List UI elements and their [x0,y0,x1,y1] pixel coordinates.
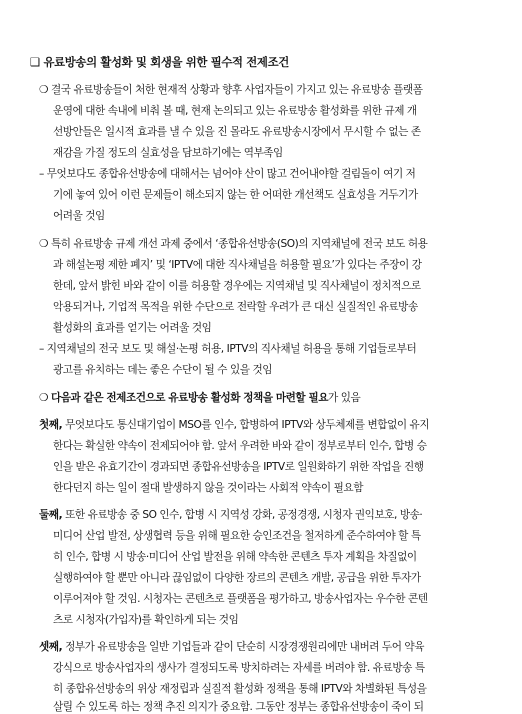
paragraph-line: 살릴 수 있도록 하는 정책 추진 의지가 중요함. 그동안 정부는 종합유선방송이 죽이 되 [53,701,424,713]
circle-bullet: ❍ [39,392,49,404]
paragraph-line: 운영에 대한 속내에 비춰 볼 때, 현재 논의되고 있는 유료방송 활성화를 위한 규제 개 [53,105,417,117]
marker-first: 첫째, [39,419,63,431]
paragraph-line: 실행하여야 할 뿐만 아니라 끊임없이 다양한 장르의 콘텐츠 개발, 공급을 위한 투자가 [53,572,421,584]
bullet-heading [39,391,360,405]
paragraph-line: – 무엇보다도 종합유선방송에 대해서는 넘어야 산이 많고 건어내야할 걸림돌이 여기 저 [39,168,416,180]
marker-third: 셋째, [39,641,63,653]
paragraph-line: 과 해설논평 제한 폐지’ 및 ‘IPTV에 대한 직사채널을 허용할 필요’가 있다는 주장이 강 [53,259,422,271]
bullet-heading-bold: 다음과 같은 전제조건으로 유료방송 활성화 정책을 마련할 필요 [50,392,329,404]
paragraph-text: 정부가 유료방송을 일반 기업들과 같이 단순히 시장경쟁원리에만 내버려 두어 약육 [65,641,424,653]
paragraph-line: 미디어 산업 발전, 상생협력 등을 위해 필요한 승인조건을 철저하게 준수하여야 할 특 [53,530,421,542]
paragraph-line: 인을 받은 유효기간이 경과되면 종합유선방송을 IPTV로 일원화하기 위한 작업을 진행 [53,461,424,473]
paragraph-line [39,508,422,522]
section-title: ❑ 유료방송의 활성화 및 회생을 위한 필수적 전제조건 [30,55,289,69]
paragraph-line: 한다던지 하는 일이 절대 발생하지 않을 것이라는 사회적 약속이 필요함 [53,482,363,494]
paragraph-line: ❍ 결국 유료방송들이 처한 현재적 상황과 향후 사업자들이 가지고 있는 유료방송 플랫폼 [39,84,423,96]
bullet-heading-tail: 가 있음 [328,392,361,404]
paragraph-line: 이루어져야 할 것임. 시청자는 콘텐츠로 플랫폼을 평가하고, 방송사업자는 우수한 콘텐 [53,593,428,605]
paragraph-line: 기에 놓여 있어 이런 문제들이 해소되지 않는 한 어떠한 개선책도 실효성을 거두기가 [53,189,418,201]
paragraph-line: 광고를 유치하는 데는 좋은 수단이 될 수 있을 것임 [53,364,273,376]
paragraph-line [39,640,424,654]
paragraph-line: 악용되거나, 기업적 목적을 위한 수단으로 전락할 우려가 큰 대신 실질적인 유료방송 [53,301,418,313]
paragraph-line: 활성화의 효과를 얻기는 어려울 것임 [53,322,212,334]
paragraph-line: 강식으로 방송사업자의 생사가 결정되도록 방치하려는 자세를 버려야 함. 유료방송 특 [53,662,425,674]
paragraph-line: 히 종합유선방송의 위상 재정립과 실질적 활성화 정책을 통해 IPTV와 차별화된 특성을 [53,683,427,695]
paragraph-text: 무엇보다도 통신대기업이 MSO를 인수, 합병하여 IPTV와 상두체제를 변합없이 유지 [65,419,430,431]
paragraph-text: 또한 유료방송 중 SO 인수, 합병 시 지역성 강화, 공정경쟁, 시청자 권익보호, 방송· [65,509,423,521]
paragraph-line: 히 인수, 합병 시 방송·미디어 산업 발전을 위해 약속한 콘텐츠 투자 계획을 차질없이 [53,551,417,563]
paragraph-line [39,418,429,432]
paragraph-line: 한다는 확실한 약속이 전제되어야 함. 앞서 우려한 바와 같이 정부로부터 인수, 합병 승 [53,440,427,452]
paragraph-line: 어려울 것임 [53,210,105,222]
paragraph-line: 츠로 시청자(가입자)를 확인하게 되는 것임 [53,614,239,626]
marker-second: 둘째, [39,509,63,521]
paragraph-line: 한데, 앞서 밝힌 바와 같이 이를 허용할 경우에는 지역채널 및 직사채널이 정치적으로 [53,280,421,292]
paragraph-line: ❍ 특히 유료방송 규제 개선 과제 중에서 ‘종합유선방송(SO)의 지역채널에 전국 보도 허용 [39,238,428,250]
paragraph-line: – 지역채널의 전국 보도 및 해설·논평 허용, IPTV의 직사채널 허용을 통해 기업들로부터 [39,343,417,355]
paragraph-line: 재감을 가질 정도의 실효성을 담보하기에는 역부족임 [53,147,283,159]
paragraph-line: 선방안들은 일시적 효과를 낼 수 있을 진 몰라도 유료방송시장에서 무시할 수 없는 존 [53,126,421,138]
